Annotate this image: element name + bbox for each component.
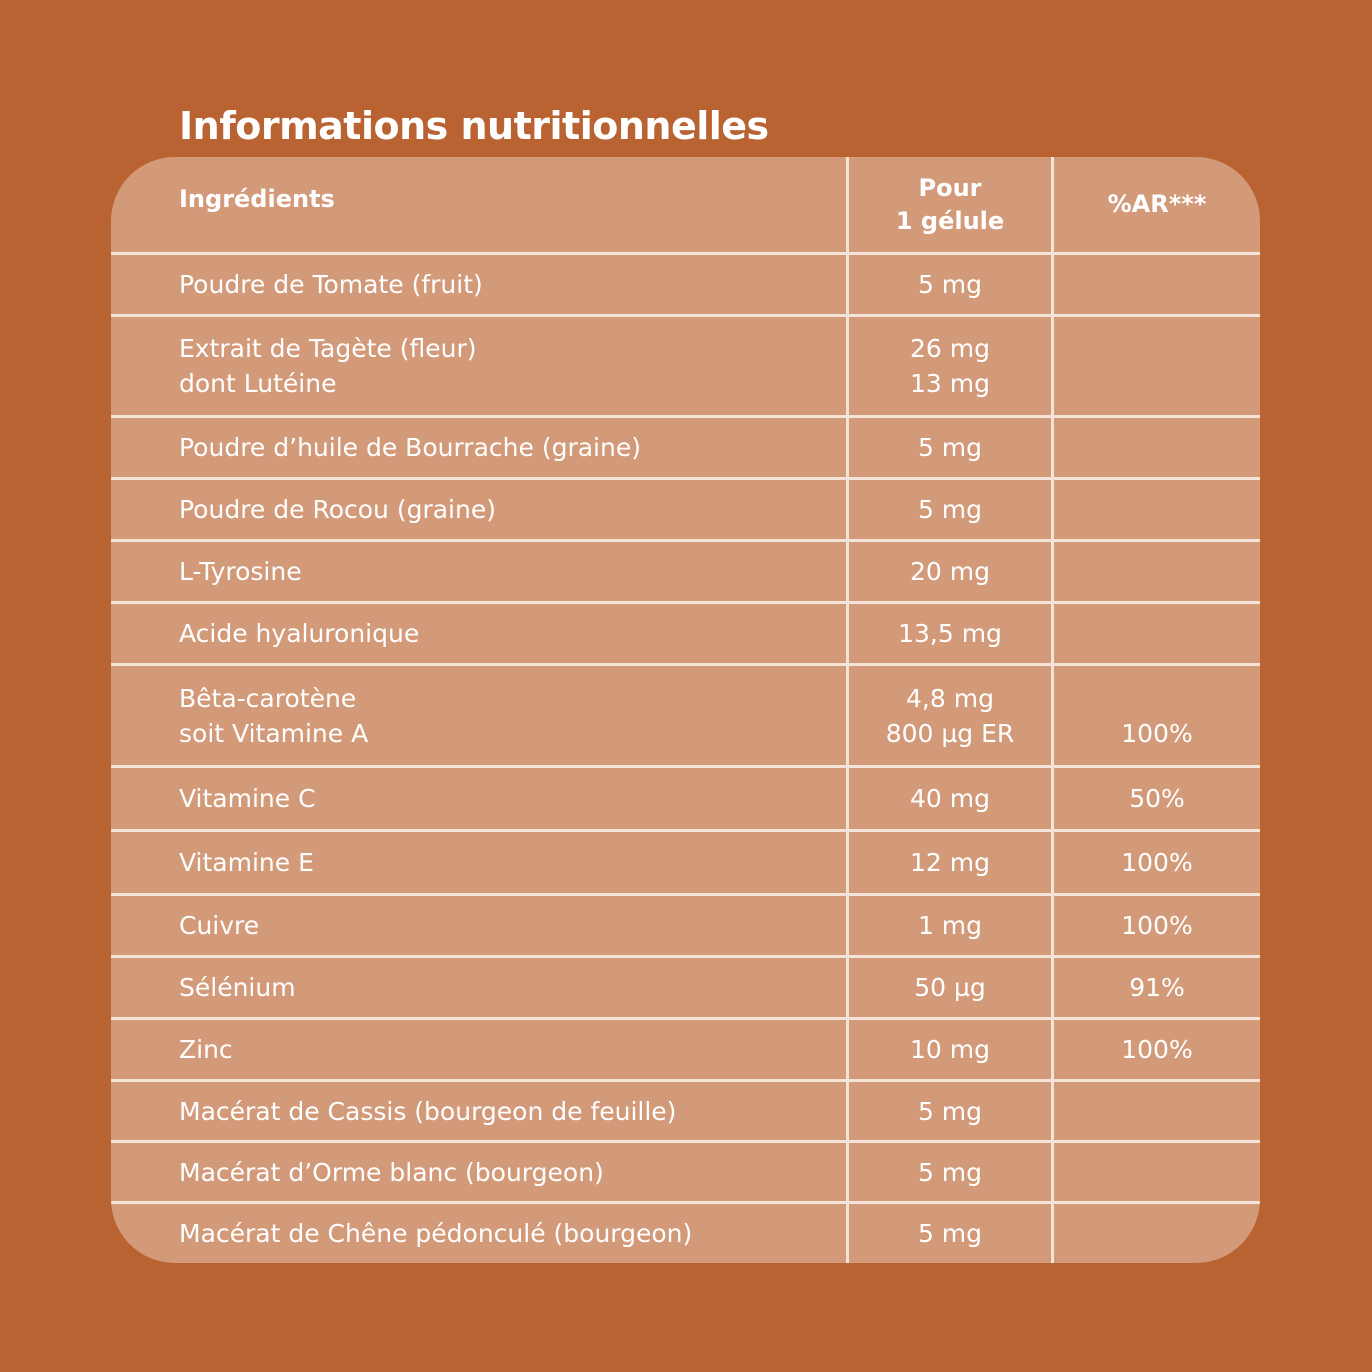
table-row bbox=[111, 765, 1260, 829]
table-row bbox=[111, 252, 1260, 314]
ingredient-name bbox=[179, 958, 839, 1017]
ingredient-ar-value: 100% bbox=[1121, 848, 1193, 877]
table-row bbox=[111, 955, 1260, 1017]
ingredient-ar bbox=[1054, 1082, 1260, 1140]
ingredient-quantity-line: 10 mg bbox=[910, 1035, 990, 1064]
ingredient-name-line: L-Tyrosine bbox=[179, 557, 302, 586]
ingredient-quantity bbox=[849, 958, 1051, 1017]
ingredient-quantity bbox=[849, 542, 1051, 601]
ingredient-quantity bbox=[849, 666, 1051, 765]
ingredient-name-line: Bêta-carotène bbox=[179, 683, 357, 713]
header-ingredients bbox=[179, 157, 839, 253]
ingredient-ar bbox=[1054, 1204, 1260, 1263]
ingredient-quantity bbox=[849, 1204, 1051, 1263]
nutrition-table bbox=[111, 157, 1260, 1263]
ingredient-ar bbox=[1054, 418, 1260, 477]
column-divider bbox=[1051, 157, 1054, 1263]
ingredient-name bbox=[179, 1204, 839, 1263]
ingredient-ar bbox=[1054, 255, 1260, 314]
ingredient-name-line: Vitamine C bbox=[179, 784, 316, 813]
header-quantity-line2: 1 gélule bbox=[895, 207, 1005, 235]
ingredient-ar-value: 100% bbox=[1121, 911, 1193, 940]
table-row bbox=[111, 893, 1260, 955]
ingredient-ar bbox=[1054, 542, 1260, 601]
ingredient-quantity-line: 50 µg bbox=[914, 973, 986, 1002]
ingredient-ar bbox=[1054, 768, 1260, 829]
ingredient-ar-value: 100% bbox=[1121, 1035, 1193, 1064]
ingredient-name bbox=[179, 255, 839, 314]
ingredient-name bbox=[179, 480, 839, 539]
ingredient-name-line: Macérat de Chêne pédonculé (bourgeon) bbox=[179, 1219, 693, 1248]
header-quantity-line1: Pour bbox=[918, 174, 982, 202]
ingredient-quantity bbox=[849, 1143, 1051, 1201]
ingredient-quantity-line: 800 µg ER bbox=[885, 718, 1015, 748]
ingredient-ar bbox=[1054, 604, 1260, 663]
ingredient-quantity bbox=[849, 1020, 1051, 1079]
table-header bbox=[111, 157, 1260, 253]
ingredient-name-line: Zinc bbox=[179, 1035, 233, 1064]
ingredient-quantity bbox=[849, 255, 1051, 314]
ingredient-quantity bbox=[849, 317, 1051, 415]
ingredient-quantity-line: 20 mg bbox=[910, 557, 990, 586]
ingredient-name-line: Sélénium bbox=[179, 973, 296, 1002]
ingredient-name bbox=[179, 666, 839, 765]
ingredient-quantity-line: 13,5 mg bbox=[898, 619, 1002, 648]
ingredient-quantity-line: 4,8 mg bbox=[906, 683, 994, 713]
ingredient-quantity-line: 5 mg bbox=[917, 270, 983, 299]
header-ar-label: %AR*** bbox=[1107, 190, 1207, 218]
ingredient-quantity-line: 26 mg bbox=[910, 334, 990, 363]
ingredient-name bbox=[179, 768, 839, 829]
ingredient-quantity-line: 5 mg bbox=[917, 433, 983, 462]
ingredient-quantity bbox=[849, 1082, 1051, 1140]
ingredient-name bbox=[179, 317, 839, 415]
table-row bbox=[111, 1140, 1260, 1201]
header-ingredients-label: Ingrédients bbox=[179, 185, 335, 213]
ingredient-quantity bbox=[849, 418, 1051, 477]
ingredient-quantity-line: 5 mg bbox=[917, 1219, 983, 1248]
ingredient-quantity-line: 13 mg bbox=[910, 369, 990, 398]
ingredient-quantity bbox=[849, 604, 1051, 663]
ingredient-quantity-line: 5 mg bbox=[917, 1157, 983, 1187]
ingredient-name bbox=[179, 832, 839, 893]
ingredient-quantity-line: 5 mg bbox=[917, 1096, 983, 1126]
ingredient-quantity bbox=[849, 832, 1051, 893]
ingredient-name bbox=[179, 418, 839, 477]
table-row bbox=[111, 1079, 1260, 1140]
ingredient-quantity-line: 40 mg bbox=[910, 784, 990, 813]
page-title: Informations nutritionnelles bbox=[179, 104, 769, 148]
ingredient-ar-value: 100% bbox=[1121, 719, 1193, 748]
ingredient-ar bbox=[1054, 958, 1260, 1017]
ingredient-name-line: Poudre d’huile de Bourrache (graine) bbox=[179, 433, 641, 462]
ingredient-name-line: soit Vitamine A bbox=[179, 718, 369, 748]
ingredient-ar bbox=[1054, 832, 1260, 893]
ingredient-name bbox=[179, 604, 839, 663]
table-row bbox=[111, 314, 1260, 415]
ingredient-ar bbox=[1054, 1143, 1260, 1201]
ingredient-name-line: Acide hyaluronique bbox=[179, 619, 420, 648]
table-row bbox=[111, 663, 1260, 765]
ingredient-name-line: dont Lutéine bbox=[179, 369, 337, 398]
ingredient-name bbox=[179, 542, 839, 601]
ingredient-quantity bbox=[849, 896, 1051, 955]
ingredient-ar-value: 91% bbox=[1129, 973, 1185, 1002]
ingredient-quantity-line: 12 mg bbox=[910, 848, 990, 877]
ingredient-name-line: Cuivre bbox=[179, 911, 260, 940]
ingredient-name bbox=[179, 1020, 839, 1079]
ingredient-name-line: Poudre de Tomate (fruit) bbox=[179, 270, 483, 299]
ingredient-ar-value: 50% bbox=[1129, 784, 1185, 813]
ingredient-quantity-line: 5 mg bbox=[917, 495, 983, 524]
ingredient-name-line: Vitamine E bbox=[179, 848, 314, 877]
table-row bbox=[111, 1017, 1260, 1079]
ingredient-quantity-line: 1 mg bbox=[917, 911, 983, 940]
ingredient-name-line: Macérat de Cassis (bourgeon de feuille) bbox=[179, 1096, 677, 1126]
header-quantity bbox=[849, 157, 1051, 253]
header-ar bbox=[1054, 157, 1260, 253]
ingredient-name-line: Poudre de Rocou (graine) bbox=[179, 495, 496, 524]
table-row bbox=[111, 1201, 1260, 1263]
table-row bbox=[111, 539, 1260, 601]
ingredient-ar bbox=[1054, 896, 1260, 955]
table-row bbox=[111, 829, 1260, 893]
ingredient-name bbox=[179, 896, 839, 955]
ingredient-ar bbox=[1054, 317, 1260, 415]
ingredient-quantity bbox=[849, 768, 1051, 829]
ingredient-name-line: Macérat d’Orme blanc (bourgeon) bbox=[179, 1157, 604, 1187]
column-divider bbox=[846, 157, 849, 1263]
ingredient-name bbox=[179, 1082, 839, 1140]
table-row bbox=[111, 601, 1260, 663]
ingredient-ar bbox=[1054, 1020, 1260, 1079]
table-row bbox=[111, 477, 1260, 539]
ingredient-name bbox=[179, 1143, 839, 1201]
ingredient-quantity bbox=[849, 480, 1051, 539]
ingredient-ar bbox=[1054, 666, 1260, 765]
ingredient-ar bbox=[1054, 480, 1260, 539]
table-row bbox=[111, 415, 1260, 477]
ingredient-name-line: Extrait de Tagète (fleur) bbox=[179, 334, 477, 363]
